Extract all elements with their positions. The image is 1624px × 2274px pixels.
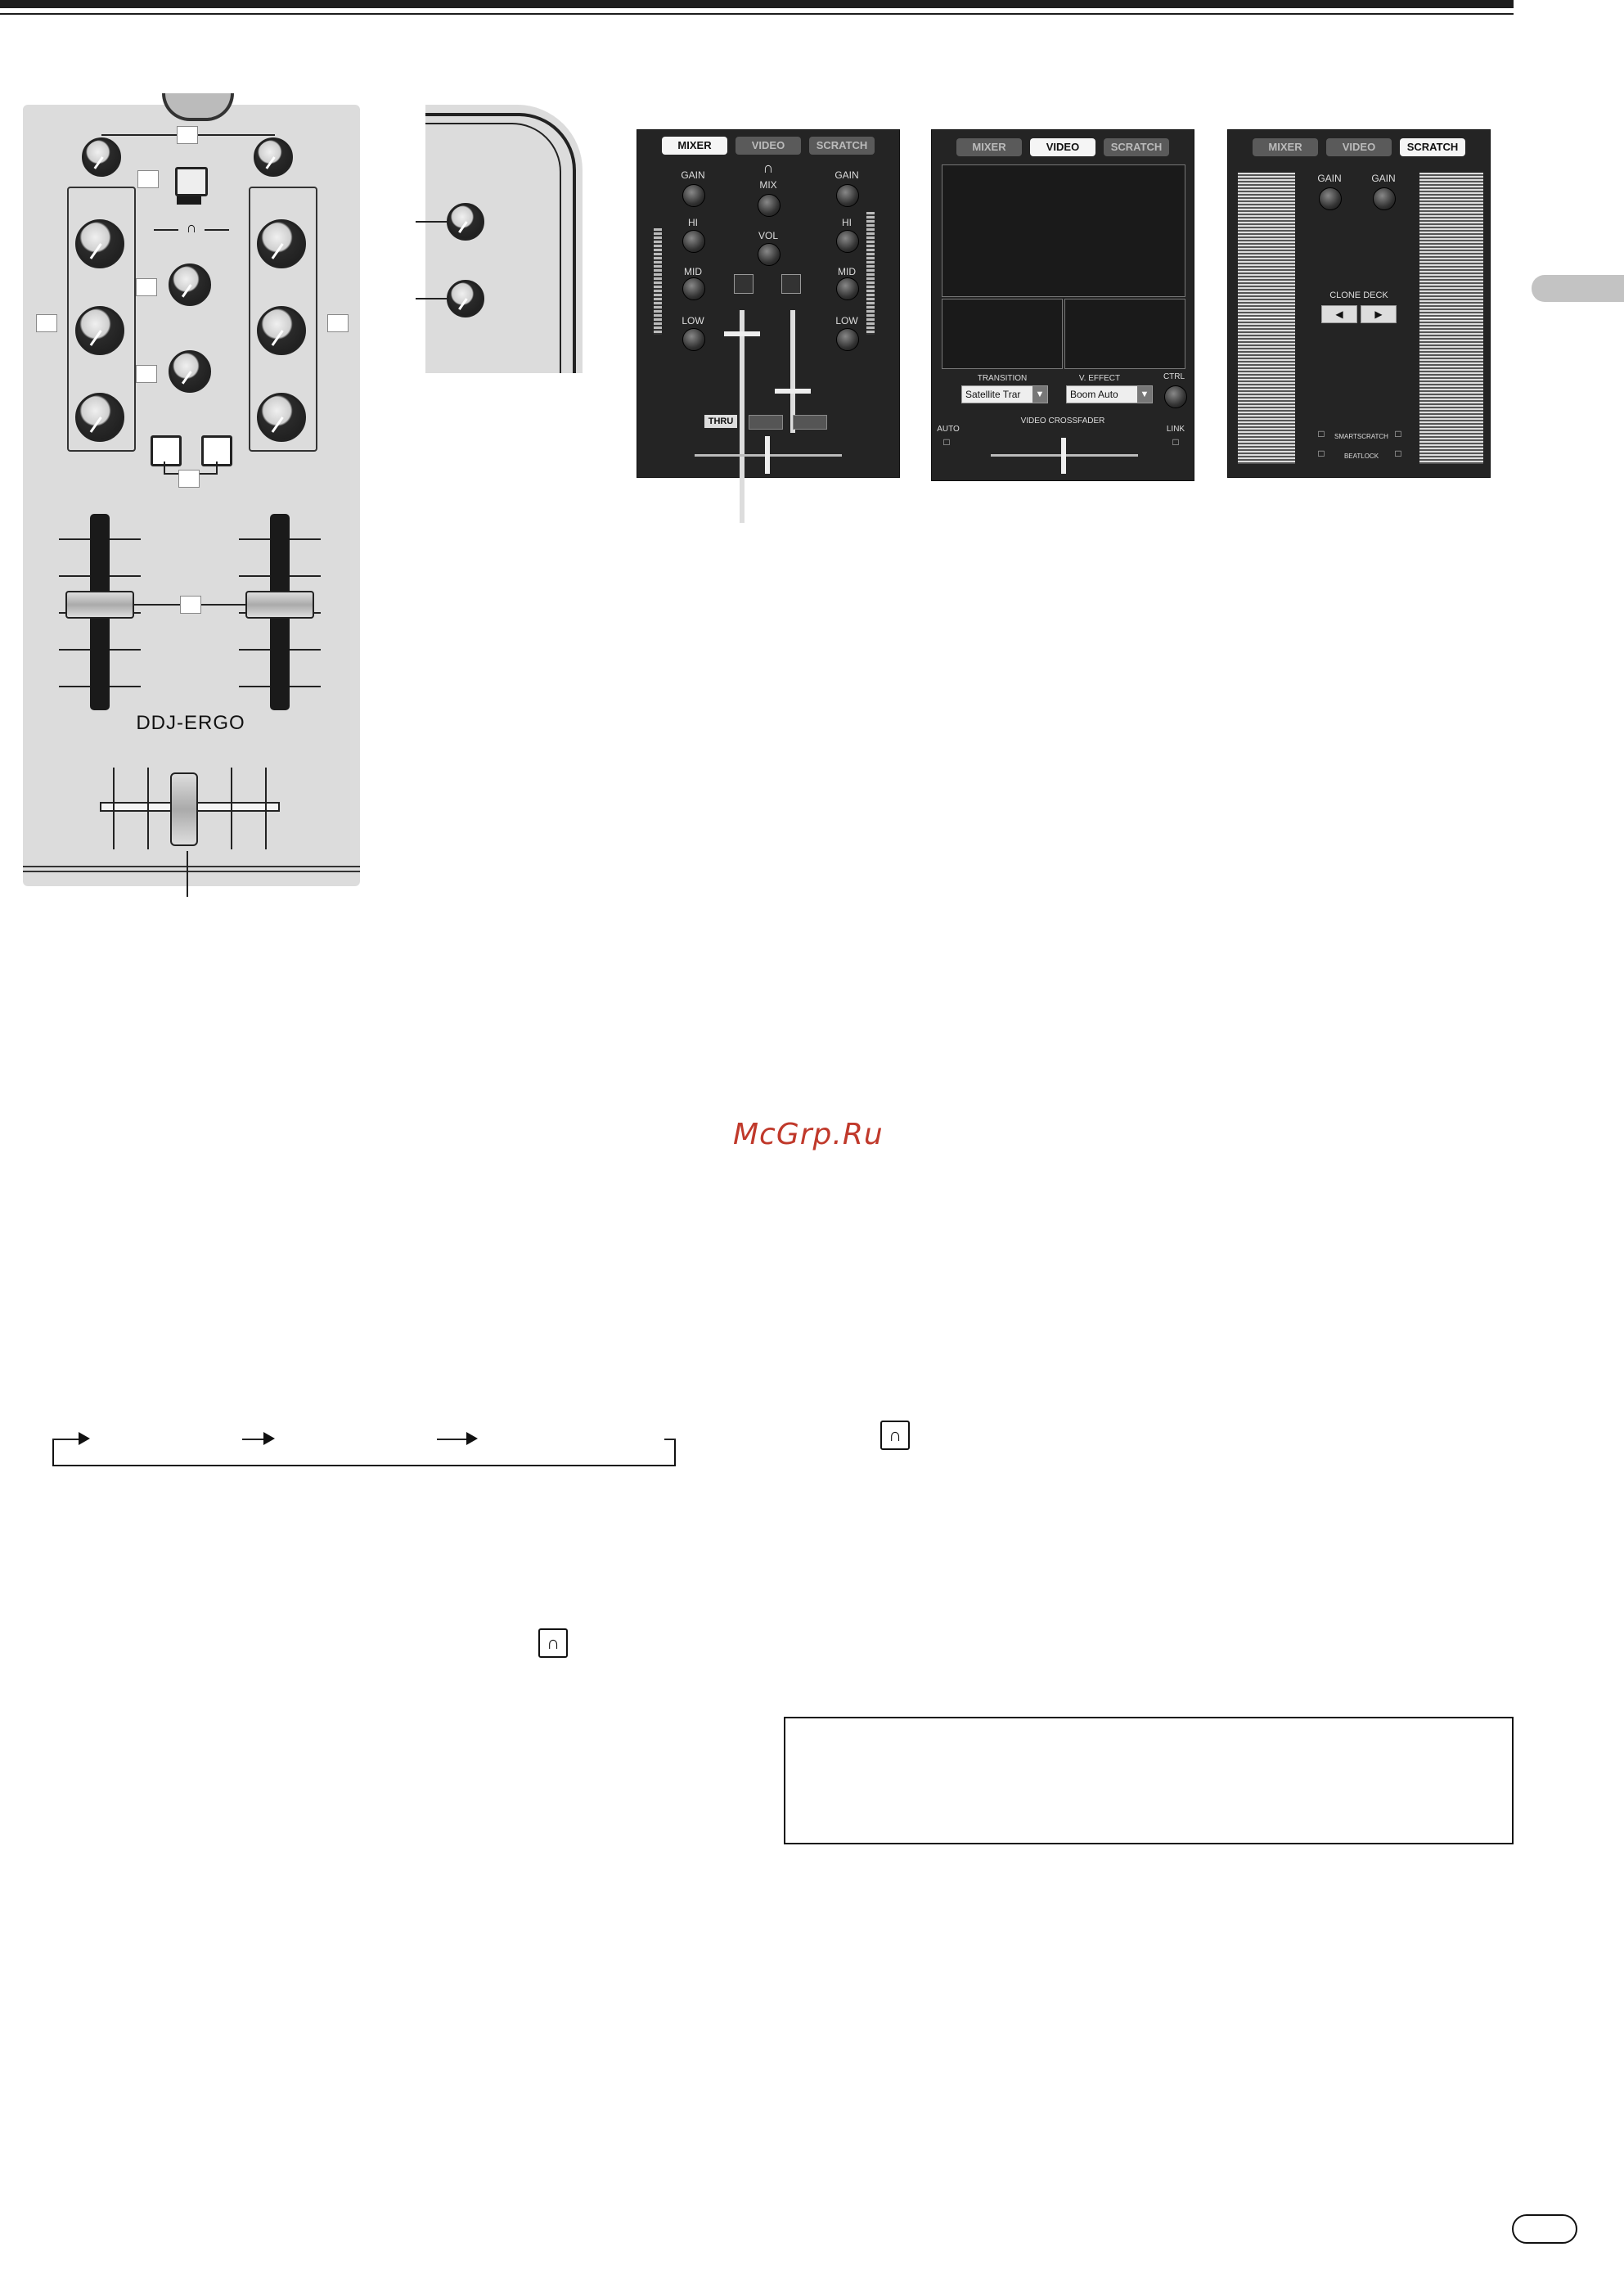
video-crossfader[interactable] (1061, 438, 1066, 474)
playhead-right (1419, 317, 1483, 318)
tab-video[interactable]: VIDEO (1030, 138, 1095, 156)
low-label-right: LOW (835, 315, 858, 326)
low-knob-left[interactable] (682, 328, 705, 351)
level-meter-left (654, 228, 662, 335)
hi-label-left: HI (688, 217, 698, 228)
arrow-right-icon (79, 1432, 90, 1445)
flow-end (664, 1439, 676, 1440)
headphones-mix-knob[interactable] (169, 263, 211, 306)
waveform-right (1419, 173, 1483, 464)
headphones-icon: ∩ (880, 1421, 910, 1450)
veffect-value: Boom Auto (1070, 389, 1118, 400)
hi-label-right: HI (842, 217, 852, 228)
crossfader-tick (265, 768, 267, 849)
gain-knob-right[interactable] (1373, 187, 1396, 210)
lock-icon: □ (1318, 448, 1325, 459)
mix-knob[interactable] (758, 194, 781, 217)
note-box (784, 1717, 1514, 1844)
channel-fader-cap-left (724, 331, 760, 336)
chevron-down-icon: ▼ (1032, 386, 1047, 403)
callout-box-left (36, 314, 57, 332)
top-rule (0, 0, 1514, 8)
model-name: DDJ-ERGO (136, 712, 245, 734)
gain-label-left: GAIN (681, 169, 705, 181)
lock-icon: □ (1318, 428, 1325, 439)
eq-low-knob-right[interactable] (257, 393, 306, 442)
veffect-select[interactable] (1066, 385, 1153, 403)
chevron-down-icon: ▼ (1137, 386, 1152, 403)
gain-label-left: GAIN (1317, 173, 1342, 184)
callout-box (178, 470, 200, 488)
watermark: McGrp.Ru (733, 1118, 884, 1151)
headphones-icon: ∩ (186, 219, 197, 236)
video-preview-right (1064, 299, 1185, 369)
callout-line (416, 221, 448, 223)
mid-label-right: MID (838, 266, 856, 277)
section-side-tab (1532, 275, 1624, 302)
clone-deck-right-button[interactable] (1361, 305, 1397, 323)
link-label: LINK (1166, 425, 1185, 434)
video-crossfader-label: VIDEO CROSSFADER (1020, 417, 1105, 426)
callout-box (136, 278, 157, 296)
gain-knob-left[interactable] (82, 137, 121, 177)
ctrl-knob[interactable] (1164, 385, 1187, 408)
gain-knob-left[interactable] (682, 184, 705, 207)
headphones-icon: ∩ (763, 160, 774, 176)
callout-line-crossfader (187, 851, 188, 897)
flow-loop (52, 1439, 676, 1466)
transition-select[interactable] (961, 385, 1048, 403)
top-rule-thin (0, 13, 1514, 15)
tab-mixer[interactable]: MIXER (1253, 138, 1318, 156)
vol-label: VOL (758, 230, 778, 241)
cue-button-left[interactable] (734, 274, 754, 294)
low-label-left: LOW (682, 315, 704, 326)
mid-knob-right[interactable] (836, 277, 859, 300)
callout-line (416, 298, 448, 299)
low-knob-right[interactable] (836, 328, 859, 351)
software-scratch-screen (1227, 129, 1491, 478)
curve-button-1[interactable] (749, 415, 783, 430)
lock-icon: □ (1172, 436, 1179, 448)
clone-deck-left-button[interactable] (1321, 305, 1357, 323)
lock-icon: □ (1395, 448, 1401, 459)
video-preview-left (942, 299, 1063, 369)
gain-label-right: GAIN (834, 169, 859, 181)
video-preview-main (942, 164, 1185, 297)
arrow-left-icon: ◀ (1335, 308, 1343, 320)
headphones-divider-left (154, 229, 178, 231)
beatlock-label: BEATLOCK (1343, 453, 1379, 460)
tab-scratch[interactable]: SCRATCH (809, 137, 875, 155)
veffect-label: V. EFFECT (1078, 374, 1121, 383)
waveform-left (1238, 173, 1295, 464)
software-mixer-screen (637, 129, 900, 478)
arrow-right-icon (263, 1432, 275, 1445)
crossfader[interactable] (170, 772, 198, 846)
crossfader-tick (113, 768, 115, 849)
tab-video[interactable]: VIDEO (1326, 138, 1392, 156)
auto-label: AUTO (937, 425, 960, 434)
tab-scratch[interactable]: SCRATCH (1104, 138, 1169, 156)
cue-button-right[interactable] (781, 274, 801, 294)
eq-hi-knob-left[interactable] (75, 219, 124, 268)
headphones-icon: ∩ (538, 1628, 568, 1658)
corner-knob-lower[interactable] (447, 280, 484, 317)
gain-knob-left[interactable] (1319, 187, 1342, 210)
arrow-right-icon (466, 1432, 478, 1445)
transition-label: TRANSITION (977, 374, 1028, 383)
channel-fader-right[interactable] (245, 591, 314, 619)
gain-knob-right[interactable] (836, 184, 859, 207)
controller-mixer-panel (23, 105, 360, 886)
lock-icon: □ (1395, 428, 1401, 439)
level-meter-right (866, 212, 875, 335)
headphones-level-knob[interactable] (169, 350, 211, 393)
playhead-left (1238, 317, 1295, 318)
mix-label: MIX (759, 179, 777, 191)
flow-arrow (52, 1439, 82, 1440)
corner-knob-upper[interactable] (447, 203, 484, 241)
eq-hi-knob-right[interactable] (257, 219, 306, 268)
master-indicator (177, 196, 201, 205)
hi-knob-left[interactable] (682, 230, 705, 253)
clone-deck-label: CLONE DECK (1329, 290, 1388, 300)
tab-mixer[interactable]: MIXER (956, 138, 1022, 156)
headphones-divider-right (205, 229, 229, 231)
master-button[interactable] (175, 167, 208, 196)
gain-knob-right[interactable] (254, 137, 293, 177)
software-video-screen (931, 129, 1194, 481)
tab-video[interactable]: VIDEO (736, 137, 801, 155)
callout-box (137, 170, 159, 188)
gain-label-right: GAIN (1371, 173, 1396, 184)
eq-mid-knob-left[interactable] (75, 306, 124, 355)
channel-fader-cap-right (775, 389, 811, 394)
crossfader-tick (231, 768, 232, 849)
tab-scratch[interactable]: SCRATCH (1400, 138, 1465, 156)
channel-fader-left[interactable] (740, 310, 745, 523)
callout-box-right (327, 314, 349, 332)
tab-mixer[interactable]: MIXER (662, 137, 727, 155)
eq-low-knob-left[interactable] (75, 393, 124, 442)
arrow-right-icon: ▶ (1374, 308, 1383, 320)
controller-corner-panel (425, 105, 583, 373)
jog-wheel-edge (162, 93, 234, 121)
curve-button-2[interactable] (793, 415, 827, 430)
crossfader-tick (147, 768, 149, 849)
callout-box (180, 596, 201, 614)
thru-button[interactable]: THRU (704, 415, 737, 428)
mid-knob-left[interactable] (682, 277, 705, 300)
flow-arrow (437, 1439, 470, 1440)
hi-knob-right[interactable] (836, 230, 859, 253)
panel-bottom-edge (23, 866, 360, 872)
smartscratch-label: SMARTSCRATCH (1334, 433, 1388, 440)
vol-knob[interactable] (758, 243, 781, 266)
crossfader[interactable] (765, 436, 770, 474)
page-number-badge (1512, 2214, 1577, 2244)
mid-label-left: MID (684, 266, 702, 277)
lock-icon: □ (943, 436, 950, 448)
callout-box (136, 365, 157, 383)
callout-box (177, 126, 198, 144)
ctrl-label: CTRL (1163, 372, 1185, 381)
channel-fader-left[interactable] (65, 591, 134, 619)
transition-value: Satellite Trar (965, 389, 1021, 400)
eq-mid-knob-right[interactable] (257, 306, 306, 355)
